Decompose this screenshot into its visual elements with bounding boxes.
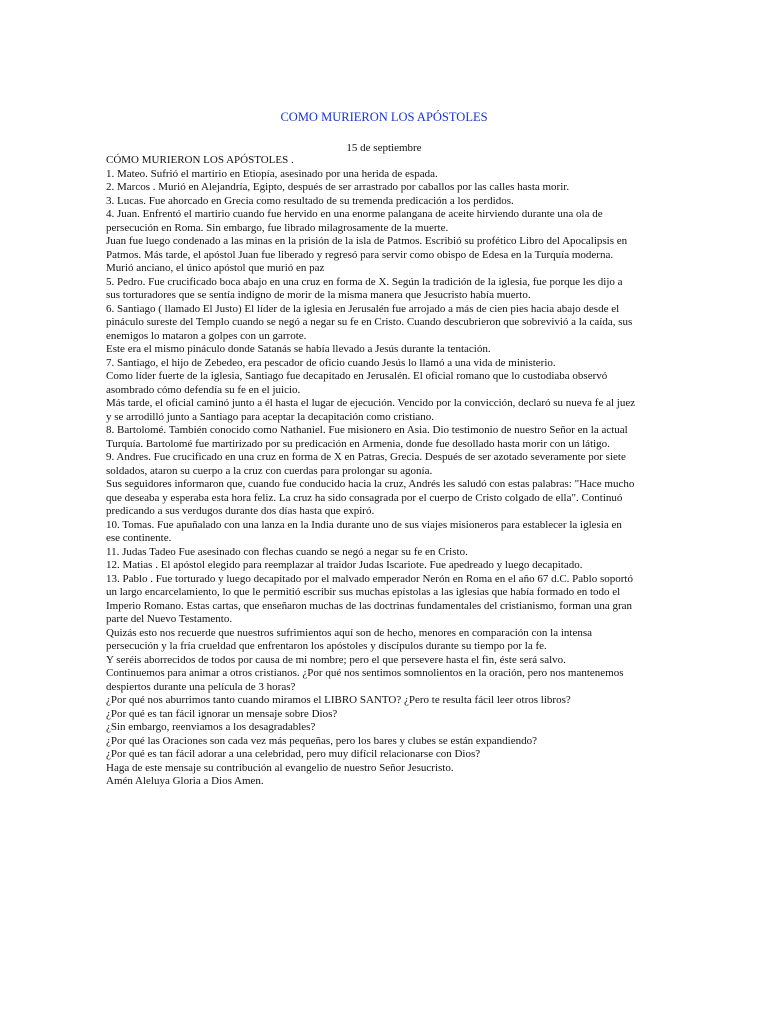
paragraph: Más tarde, el oficial caminó junto a él hasta el lugar de ejecución. Vencido por la convicción, declaró su nueva fe al juez y se arrodilló junto a Santiago para aceptar la decapitación como cristiano. [106,397,636,423]
paragraph: 1. Mateo. Sufrió el martirio en Etiopía, asesinado por una herida de espada. [106,167,438,180]
paragraph: 5. Pedro. Fue crucificado boca abajo en una cruz en forma de X. Según la tradición de la iglesia, fue porque les dijo a sus torturadores que se sentía indigno de morir de la misma manera que Jesucristo había muerto. [106,275,623,301]
paragraph: 9. Andres. Fue crucificado en una cruz en forma de X en Patras, Grecia. Después de ser azotado severamente por siete soldados, ataron su cuerpo a la cruz con cuerdas para prolongar su agonía. [106,451,626,477]
document-date: 15 de septiembre [346,142,422,154]
paragraph: CÓMO MURIERON LOS APÓSTOLES . [106,154,294,166]
paragraph: Juan fue luego condenado a las minas en la prisión de la isla de Patmos. Escribió su profético Libro del Apocalipsis en Patmos. Más tarde, el apóstol Juan fue liberado y regresó para servir como obispo de Edesa en la Turquía moderna. Murió anciano, el único apóstol que murió en paz [106,235,628,274]
paragraph: ¿Por qué las Oraciones son cada vez más pequeñas, pero los bares y clubes se están expandiendo? [106,734,537,747]
paragraph: Y seréis aborrecidos de todos por causa de mi nombre; pero el que persevere hasta el fin, éste será salvo. [106,653,566,666]
paragraph: 2. Marcos . Murió en Alejandría, Egipto, después de ser arrastrado por caballos por las calles hasta morir. [106,181,570,193]
paragraph: ¿Por qué nos aburrimos tanto cuando miramos el LIBRO SANTO? ¿Pero te resulta fácil leer otros libros? [106,694,571,706]
document-body [106,154,636,789]
paragraph: ¿Sin embargo, reenviamos a los desagradables? [106,721,316,733]
paragraph: Quizás esto nos recuerde que nuestros sufrimientos aquí son de hecho, menores en comparación con la intensa persecución y la fría crueldad que enfrentaron los apóstoles y discípulos durante su tiempo por la fe. [106,626,592,652]
paragraph: Sus seguidores informaron que, cuando fue conducido hacia la cruz, Andrés les saludó con estas palabras: "Hace mucho que deseaba y esperaba esta hora feliz. La cruz ha sido consagrada por el cuerpo de Cristo colgado de ella". Continuó predicando a sus verdugos durante dos días hasta que expiró. [106,478,635,517]
paragraph: Haga de este mensaje su contribución al evangelio de nuestro Señor Jesucristo. [106,761,454,774]
paragraph: 7. Santiago, el hijo de Zebedeo, era pescador de oficio cuando Jesús lo llamó a una vida de ministerio. [106,356,556,369]
paragraph: Continuemos para animar a otros cristianos. ¿Por qué nos sentimos somnolientos en la oración, pero nos mantenemos despiertos durante una película de 3 horas? [106,667,624,693]
paragraph: 3. Lucas. Fue ahorcado en Grecia como resultado de su tremenda predicación a los perdidos. [106,194,514,207]
paragraph: Como líder fuerte de la iglesia, Santiago fue decapitado en Jerusalén. El oficial romano que lo custodiaba observó asombrado cómo defendía su fe en el juicio. [106,370,608,396]
paragraph: 4. Juan. Enfrentó el martirio cuando fue hervido en una enorme palangana de aceite hirviendo durante una ola de persecución en Roma. Sin embargo, fue librado milagrosamente de la muerte. [106,208,603,234]
document-title: COMO MURIERON LOS APÓSTOLES [280,110,488,124]
paragraph: ¿Por qué es tan fácil ignorar un mensaje sobre Dios? [106,707,338,720]
paragraph: 12. Matias . El apóstol elegido para reemplazar al traidor Judas Iscariote. Fue apedreado y luego decapitado. [106,559,583,571]
paragraph: 8. Bartolomé. También conocido como Nathaniel. Fue misionero en Asia. Dio testimonio de nuestro Señor en la actual Turquía. Bartolomé fue martirizado por su predicación en Armenia, donde fue desollado hasta morir con un látigo. [106,424,628,450]
paragraph: ¿Por qué es tan fácil adorar a una celebridad, pero muy difícil relacionarse con Dios? [106,748,481,760]
paragraph: 11. Judas Tadeo Fue asesinado con flechas cuando se negó a negar su fe en Cristo. [106,545,468,558]
paragraph: 6. Santiago ( llamado El Justo) El líder de la iglesia en Jerusalén fue arrojado a más de cien pies hacia abajo desde el pináculo sureste del Templo cuando se negó a negar su fe en Cristo. Cuando descubrieron que sobrevivió a la caída, sus enemigos lo mataron a golpes con un garrote. [106,302,633,342]
paragraph: Amén Aleluya Gloria a Dios Amen. [106,775,264,787]
paragraph: 10. Tomas. Fue apuñalado con una lanza en la India durante uno de sus viajes misioneros para establecer la iglesia en ese continente. [106,518,622,544]
paragraph: Este era el mismo pináculo donde Satanás se había llevado a Jesús durante la tentación. [106,343,491,355]
paragraph: 13. Pablo . Fue torturado y luego decapitado por el malvado emperador Nerón en Roma en el año 67 d.C. Pablo soportó un largo encarcelamiento, lo que le permitió escribir sus muchas epístolas a las iglesias que había formado en todo el Imperio Romano. Estas cartas, que enseñaron muchas de las doctrinas fundamentales del cristianismo, forman una gran parte del Nuevo Testamento. [106,572,633,625]
